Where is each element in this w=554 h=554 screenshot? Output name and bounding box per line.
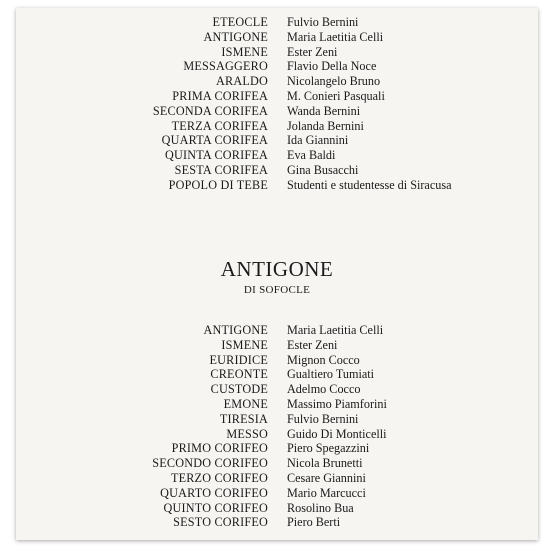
actor-name: Mignon Cocco <box>287 352 360 367</box>
cast-row <box>16 15 538 30</box>
role-name: TERZA CORIFEA <box>171 118 268 133</box>
cast-row <box>16 471 538 486</box>
role-name: ISMENE <box>221 337 268 352</box>
actor-name: Flavio Della Noce <box>287 59 377 74</box>
role-name: QUARTA CORIFEA <box>161 133 268 148</box>
cast-list-previous <box>16 15 538 193</box>
cast-row <box>16 441 538 456</box>
play-author: DI SOFOCLE <box>243 284 311 296</box>
cast-row <box>16 163 538 178</box>
actor-name: Cesare Giannini <box>287 470 366 485</box>
actor-name: Studenti e studentesse di Siracusa <box>287 177 452 192</box>
cast-row <box>16 382 538 397</box>
actor-name: Maria Laetitia Celli <box>287 323 384 337</box>
cast-row <box>16 104 538 119</box>
role-name: TERZO CORIFEO <box>170 470 268 485</box>
actor-name: Fulvio Bernini <box>287 411 359 426</box>
cast-row <box>16 412 538 427</box>
role-name: EURIDICE <box>209 352 268 367</box>
actor-name: Maria Laetitia Celli <box>287 29 384 44</box>
actor-name: Guido Di Monticelli <box>287 426 387 441</box>
actor-name: Wanda Bernini <box>287 103 361 118</box>
role-name: SECONDO CORIFEO <box>152 456 268 471</box>
cast-row <box>16 367 538 382</box>
cast-row <box>16 456 538 471</box>
actor-name: Gina Busacchi <box>287 162 359 177</box>
role-name: PRIMA CORIFEA <box>172 88 268 103</box>
cast-row <box>16 501 538 516</box>
role-name: QUARTO CORIFEO <box>160 485 268 500</box>
actor-name: Ester Zeni <box>287 44 338 59</box>
cast-row <box>16 30 538 45</box>
actor-name: Ida Giannini <box>287 133 349 148</box>
actor-name: Ester Zeni <box>287 337 338 352</box>
role-name: CUSTODE <box>210 382 268 397</box>
actor-name: Mario Marcucci <box>287 485 366 500</box>
actor-name: Nicola Brunetti <box>287 456 363 471</box>
role-name: SESTO CORIFEO <box>173 515 268 530</box>
cast-row <box>16 323 538 338</box>
actor-name: Adelmo Cocco <box>287 382 361 397</box>
cast-row <box>16 119 538 134</box>
role-name: PRIMO CORIFEO <box>171 441 268 456</box>
actor-name: Gualtiero Tumiati <box>287 367 375 382</box>
cast-list-antigone <box>16 323 538 530</box>
actor-name: Piero Berti <box>287 515 341 530</box>
cast-row <box>16 74 538 89</box>
cast-row <box>16 397 538 412</box>
role-name: MESSAGGERO <box>183 59 268 74</box>
actor-name: Eva Baldi <box>287 148 336 163</box>
role-name: TIRESIA <box>219 411 268 426</box>
role-name: ANTIGONE <box>203 323 268 337</box>
role-name: CREONTE <box>210 367 268 382</box>
role-name: ARALDO <box>216 74 268 89</box>
role-name: SECONDA CORIFEA <box>152 103 268 118</box>
cast-row <box>16 178 538 193</box>
cast-row <box>16 59 538 74</box>
role-name: ANTIGONE <box>203 29 268 44</box>
cast-row <box>16 353 538 368</box>
program-page <box>16 8 538 540</box>
role-name: SESTA CORIFEA <box>174 162 268 177</box>
actor-name: M. Conieri Pasquali <box>287 88 385 103</box>
cast-row <box>16 45 538 60</box>
role-name: POPOLO DI TEBE <box>168 177 268 192</box>
actor-name: Rosolino Bua <box>287 500 354 515</box>
cast-row <box>16 148 538 163</box>
cast-row <box>16 338 538 353</box>
play-title: ANTIGONE <box>220 257 334 281</box>
actor-name: Massimo Piamforini <box>287 396 387 411</box>
cast-row <box>16 515 538 530</box>
actor-name: Nicolangelo Bruno <box>287 74 381 89</box>
role-name: EMONE <box>223 396 268 411</box>
actor-name: Fulvio Bernini <box>287 15 359 29</box>
cast-row <box>16 486 538 501</box>
role-name: QUINTO CORIFEO <box>163 500 268 515</box>
cast-row <box>16 133 538 148</box>
cast-row <box>16 89 538 104</box>
role-name: MESSO <box>226 426 268 441</box>
actor-name: Jolanda Bernini <box>287 118 364 133</box>
role-name: QUINTA CORIFEA <box>164 148 268 163</box>
role-name: ETEOCLE <box>212 15 268 29</box>
role-name: ISMENE <box>221 44 268 59</box>
actor-name: Piero Spegazzini <box>287 441 370 456</box>
cast-row <box>16 427 538 442</box>
